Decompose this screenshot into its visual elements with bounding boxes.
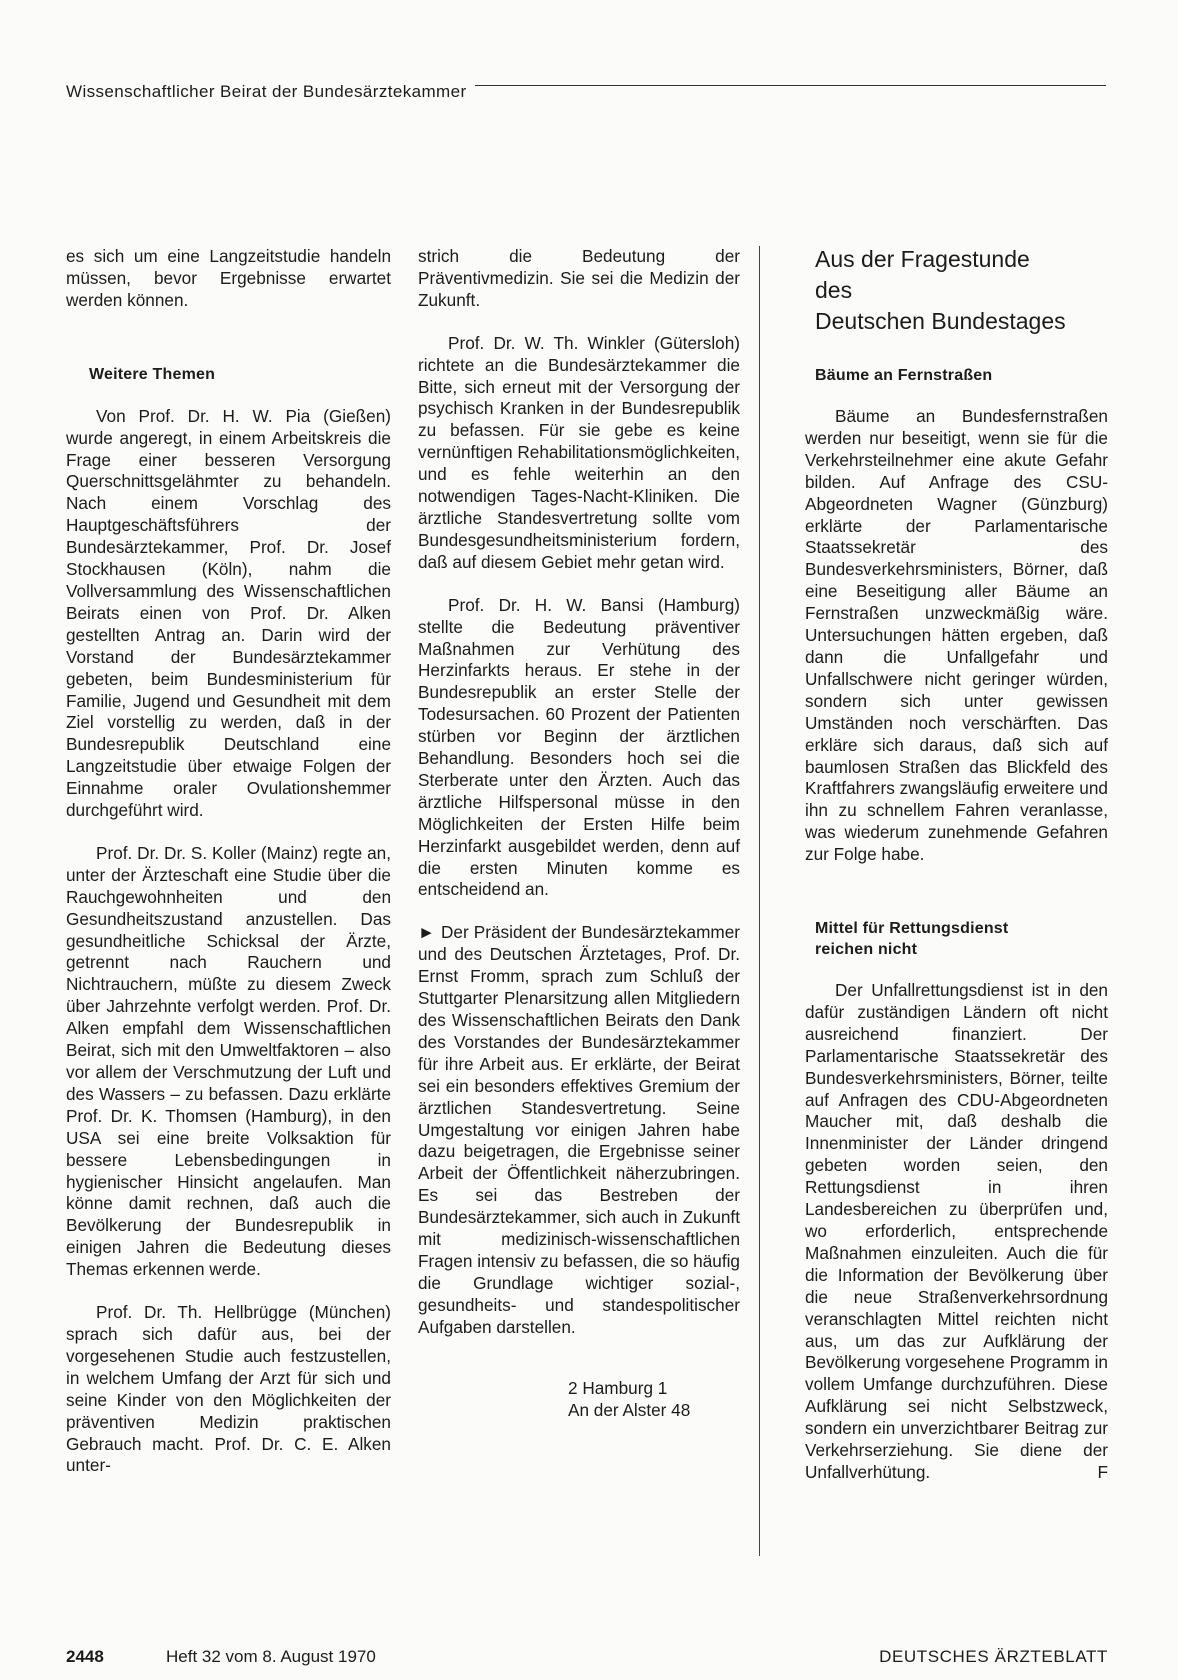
paragraph-text: Der Unfallrettungsdienst ist in den dafür zuständigen Ländern oft nicht ausreichend finanziert. Der Parlamentarische Staatssekretär des Bundesverkehrsministers, Börner, teilte auf Anfragen des CDU-Abgeordneten Maucher mit, daß deshalb die Innenminister der Länder dringend gebeten worden seien, den Rettungsdienst in ihren Landesbereichen zu überprüfen und, wo erforderlich, entsprechende Maßnahmen einzuleiten. Auch die für die Information der Bevölkerung über die neue Straßenverkehrsordnung veranschlagten Mittel reichten nicht aus, um das zur Aufklärung der Bevölkerung vorgesehene Programm in vollem Umfange durchzuführen. Diese Aufklärung sei nicht Selbstzweck, sondern ein unverzichtbarer Beitrag zur Verkehrserziehung. Sie diene der Unfallverhütung. — [805, 980, 1108, 1482]
paragraph: Bäume an Bundesfernstraßen werden nur beseitigt, wenn sie für die Verkehrsteilnehmer eine akute Gefahr bilden. Auf Anfrage des CSU-Abgeordneten Wagner (Günzburg) erklärte der Parlamentarische Staatssekretär des Bundesverkehrsministers, Börner, daß eine Beseitigung aller Bäume an Fernstraßen unzweckmäßig wäre. Untersuchungen hätten ergeben, daß dann die Unfallgefahr und Unfallschwere nicht geringer würden, sondern sich unter gewissen Umständen noch verschärften. Das erkläre sich daraus, daß sich auf baumlosen Straßen das Blickfeld des Kraftfahrers zwangsläufig erweitere und ihn zu schnellem Fahren veranlasse, was wiederum zunehmende Gefahren zur Folge habe. — [805, 406, 1108, 865]
paragraph: Prof. Dr. W. Th. Winkler (Gütersloh) richtete an die Bundesärztekammer die Bitte, sich erneut mit der Versorgung der psychisch Kranken in der Bundesrepublik zu befassen. Für sie gebe es keine vernünftigen Rehabilitationsmöglichkeiten, und es fehle weiterhin an den notwendigen Tages-Nacht-Kliniken. Die ärztliche Standesvertretung sollte vom Bundesgesundheitsministerium fordern, daß auf diesem Gebiet mehr getan wird. — [418, 332, 740, 572]
column-2 — [418, 246, 740, 1421]
column-divider — [759, 246, 760, 1556]
pointer-arrow-icon: ► — [418, 922, 436, 943]
section-heading-line: Mittel für Rettungsdienst — [815, 920, 1009, 938]
paragraph: Von Prof. Dr. H. W. Pia (Gießen) wurde angeregt, in einem Arbeitskreis die Frage einer besseren Versorgung Querschnittsgelähmter zu behandeln. Nach einem Vorschlag des Hauptgeschäftsführers der Bundesärztekammer, Prof. Dr. Josef Stockhausen (Köln), nahm die Vollversammlung des Wissenschaftlichen Beirats einen von Prof. Dr. Alken gestellten Antrag an. Darin wird der Vorstand der Bundesärztekammer gebeten, beim Bundesministerium für Familie, Jugend und Gesundheit mit dem Ziel vorstellig zu werden, daß in der Bundesrepublik Deutschland eine Langzeitstudie über etwaige Folgen der Einnahme oraler Ovulationshemmer durchgeführt wird. — [66, 405, 391, 821]
section-title — [805, 244, 1108, 337]
paragraph: strich die Bedeutung der Präventivmedizin. Sie sei die Medizin der Zukunft. — [418, 246, 740, 310]
section-heading — [815, 918, 1108, 960]
address-line: 2 Hamburg 1 — [568, 1377, 668, 1398]
section-title-line: Aus der Fragestunde — [815, 246, 1030, 272]
address-block — [568, 1377, 740, 1421]
issue-info: Heft 32 vom 8. August 1970 — [166, 1647, 376, 1666]
section-heading-line: reichen nicht — [815, 941, 918, 959]
paragraph — [418, 922, 740, 1338]
section-title-line: des — [815, 277, 853, 303]
paragraph: es sich um eine Langzeitstudie handeln müssen, bevor Ergebnisse erwartet werden können. — [66, 246, 391, 310]
column-1 — [66, 246, 391, 1477]
paragraph: Prof. Dr. H. W. Bansi (Hamburg) stellte die Bedeutung präventiver Maßnahmen zur Verhütung des Herzinfarkts heraus. Er stehe in der Bundesrepublik an erster Stelle der Todesursachen. 60 Prozent der Patienten stürben vor Beginn der ärztlichen Behandlung. Besonders hoch sei die Sterberate unter den Ärzten. Auch das ärztliche Hilfspersonal müsse in den Möglichkeiten der Ersten Hilfe beim Herzinfarkt ausgebildet werden, denn auf die ersten Minuten komme es entscheidend an. — [418, 594, 740, 900]
paragraph-text: Der Präsident der Bundesärztekammer und des Deutschen Ärztetages, Prof. Dr. Ernst Fromm, sprach zum Schluß der Stuttgarter Plenarsitzung allen Mitgliedern des Wissenschaftlichen Beirats den Dank des Vorstandes der Bundesärztekammer für ihre Arbeit aus. Er erklärte, der Beirat sei ein besonders effektives Gremium der ärztlichen Standesvertretung. Seine Umgestaltung vor einigen Jahren habe dazu beigetragen, die Ergebnisse seiner Arbeit der Öffentlichkeit näherzubringen. Es sei das Bestreben der Bundesärztekammer, sich auch in Zukunft mit medizinisch-wissenschaftlichen Fragen intensiv zu befassen, die so häufig die Grundlage wichtiger sozial-, gesundheits- und standespolitischer Aufgaben darstellen. — [418, 922, 740, 1337]
running-title: Wissenschaftlicher Beirat der Bundesärztekammer — [66, 82, 475, 102]
author-signature: F — [1097, 1461, 1108, 1482]
journal-name: DEUTSCHES ÄRZTEBLATT — [879, 1647, 1108, 1666]
section-heading: Weitere Themen — [89, 365, 216, 383]
running-head — [66, 82, 1106, 110]
page-number: 2448 — [66, 1647, 104, 1666]
section-title-line: Deutschen Bundestages — [815, 308, 1066, 334]
section-heading: Bäume an Fernstraßen — [815, 367, 993, 384]
column-3 — [805, 244, 1108, 1484]
paragraph: Prof. Dr. Dr. S. Koller (Mainz) regte an, unter der Ärzteschaft eine Studie über die Rauchgewohnheiten und den Gesundheitszustand anzustellen. Das gesundheitliche Schicksal der Ärzte, getrennt nach Rauchern und Nichtrauchern, müßte zu diesem Zweck über Jahrzehnte verfolgt werden. Prof. Dr. Alken empfahl dem Wissenschaftlichen Beirat, sich mit den Umweltfaktoren – also vor allem der Verschmutzung der Luft und des Wassers – zu befassen. Dazu erklärte Prof. Dr. K. Thomsen (Hamburg), in den USA sei eine breite Volksaktion für bessere Lebensbedingungen in hygienischer Hinsicht angelaufen. Man könne damit rechnen, daß auch die Bevölkerung der Bundesrepublik in einigen Jahren die Bedeutung dieses Themas erkennen werde. — [66, 842, 391, 1280]
address-line: An der Alster 48 — [568, 1399, 691, 1420]
paragraph: Prof. Dr. Th. Hellbrügge (München) sprach sich dafür aus, bei der vorgesehenen Studie auch festzustellen, in welchem Umfang der Arzt für sich und seine Kinder von den Möglichkeiten der präventiven Medizin praktischen Gebrauch macht. Prof. Dr. C. E. Alken unter- — [66, 1302, 391, 1476]
paragraph — [805, 980, 1108, 1484]
